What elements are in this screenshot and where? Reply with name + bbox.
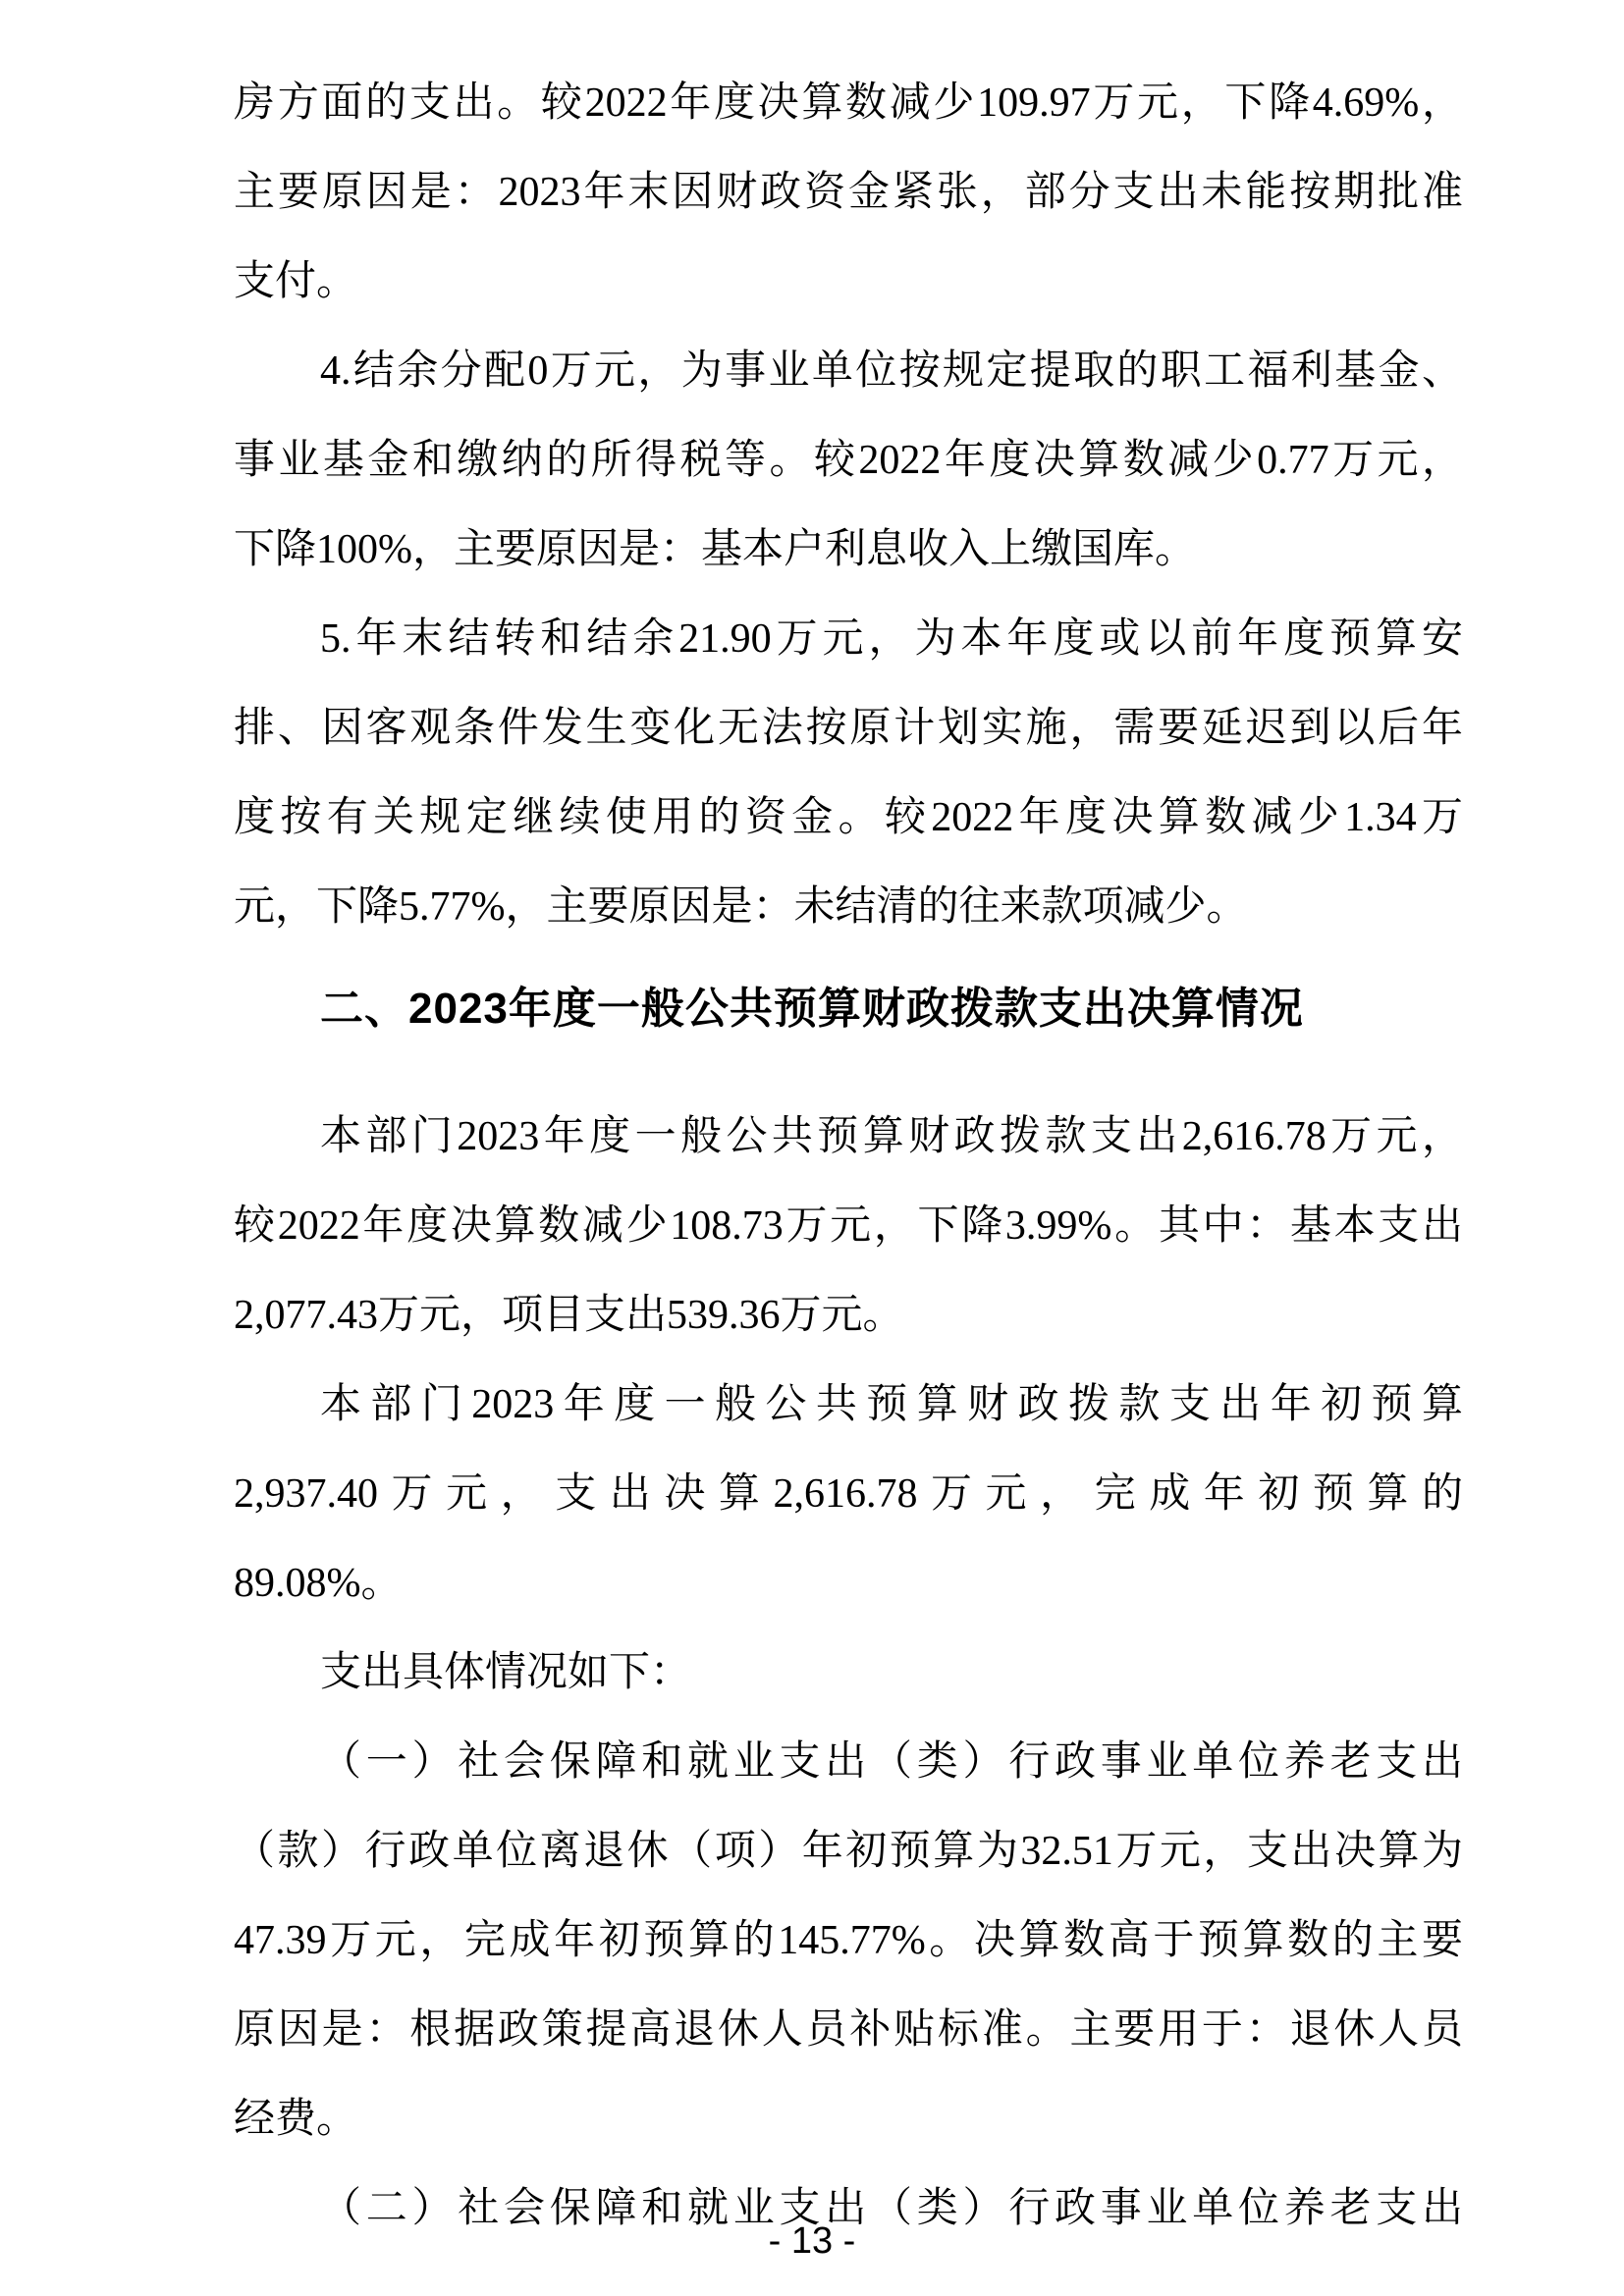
text-line: 47.39万元，完成年初预算的145.77%。决算数高于预算数的主要 <box>234 1918 1463 1963</box>
text-line: 原因是：根据政策提高退休人员补贴标准。主要用于：退休人员 <box>234 2007 1463 2053</box>
text-line: 事业基金和缴纳的所得税等。较2022年度决算数减少0.77万元， <box>234 438 1463 483</box>
text-line: 主要原因是：2023年末因财政资金紧张，部分支出未能按期批准 <box>234 170 1463 215</box>
text-line: 度按有关规定继续使用的资金。较2022年度决算数减少1.34万 <box>234 795 1463 840</box>
page-content <box>234 59 1463 2254</box>
text-line: （二）社会保障和就业支出（类）行政事业单位养老支出 <box>320 2186 1463 2231</box>
text-line: 5.年末结转和结余21.90万元，为本年度或以前年度预算安 <box>320 616 1463 662</box>
section-heading: 二、2023年度一般公共预算财政拨款支出决算情况 <box>320 985 1304 1033</box>
text-line: 本部门2023年度一般公共预算财政拨款支出2,616.78万元， <box>320 1114 1463 1159</box>
text-line: 4.结余分配0万元，为事业单位按规定提取的职工福利基金、 <box>320 348 1463 394</box>
text-line: 2,937.40万元，支出决算2,616.78万元，完成年初预算的 <box>234 1471 1463 1517</box>
text-line: 排、因客观条件发生变化无法按原计划实施，需要延迟到以后年 <box>234 706 1463 751</box>
text-line: （款）行政单位离退休（项）年初预算为32.51万元，支出决算为 <box>234 1829 1463 1874</box>
text-line: 较2022年度决算数减少108.73万元，下降3.99%。其中：基本支出 <box>234 1203 1463 1249</box>
text-line: 元，下降5.77%，主要原因是：未结清的往来款项减少。 <box>234 884 1248 930</box>
text-line: 89.08%。 <box>234 1561 403 1606</box>
page-footer <box>0 2220 1624 2263</box>
text-line: 2,077.43万元，项目支出539.36万元。 <box>234 1293 904 1338</box>
text-line: 经费。 <box>234 2097 358 2142</box>
text-line: 支付。 <box>234 259 358 304</box>
text-line: 下降100%，主要原因是：基本户利息收入上缴国库。 <box>234 527 1196 572</box>
text-line: 本部门2023年度一般公共预算财政拨款支出年初预算 <box>320 1382 1463 1427</box>
page-number: - 13 - <box>768 2220 856 2262</box>
text-line: 房方面的支出。较2022年度决算数减少109.97万元，下降4.69%， <box>234 80 1463 126</box>
text-line: 支出具体情况如下： <box>320 1650 692 1695</box>
text-line: （一）社会保障和就业支出（类）行政事业单位养老支出 <box>320 1739 1463 1785</box>
